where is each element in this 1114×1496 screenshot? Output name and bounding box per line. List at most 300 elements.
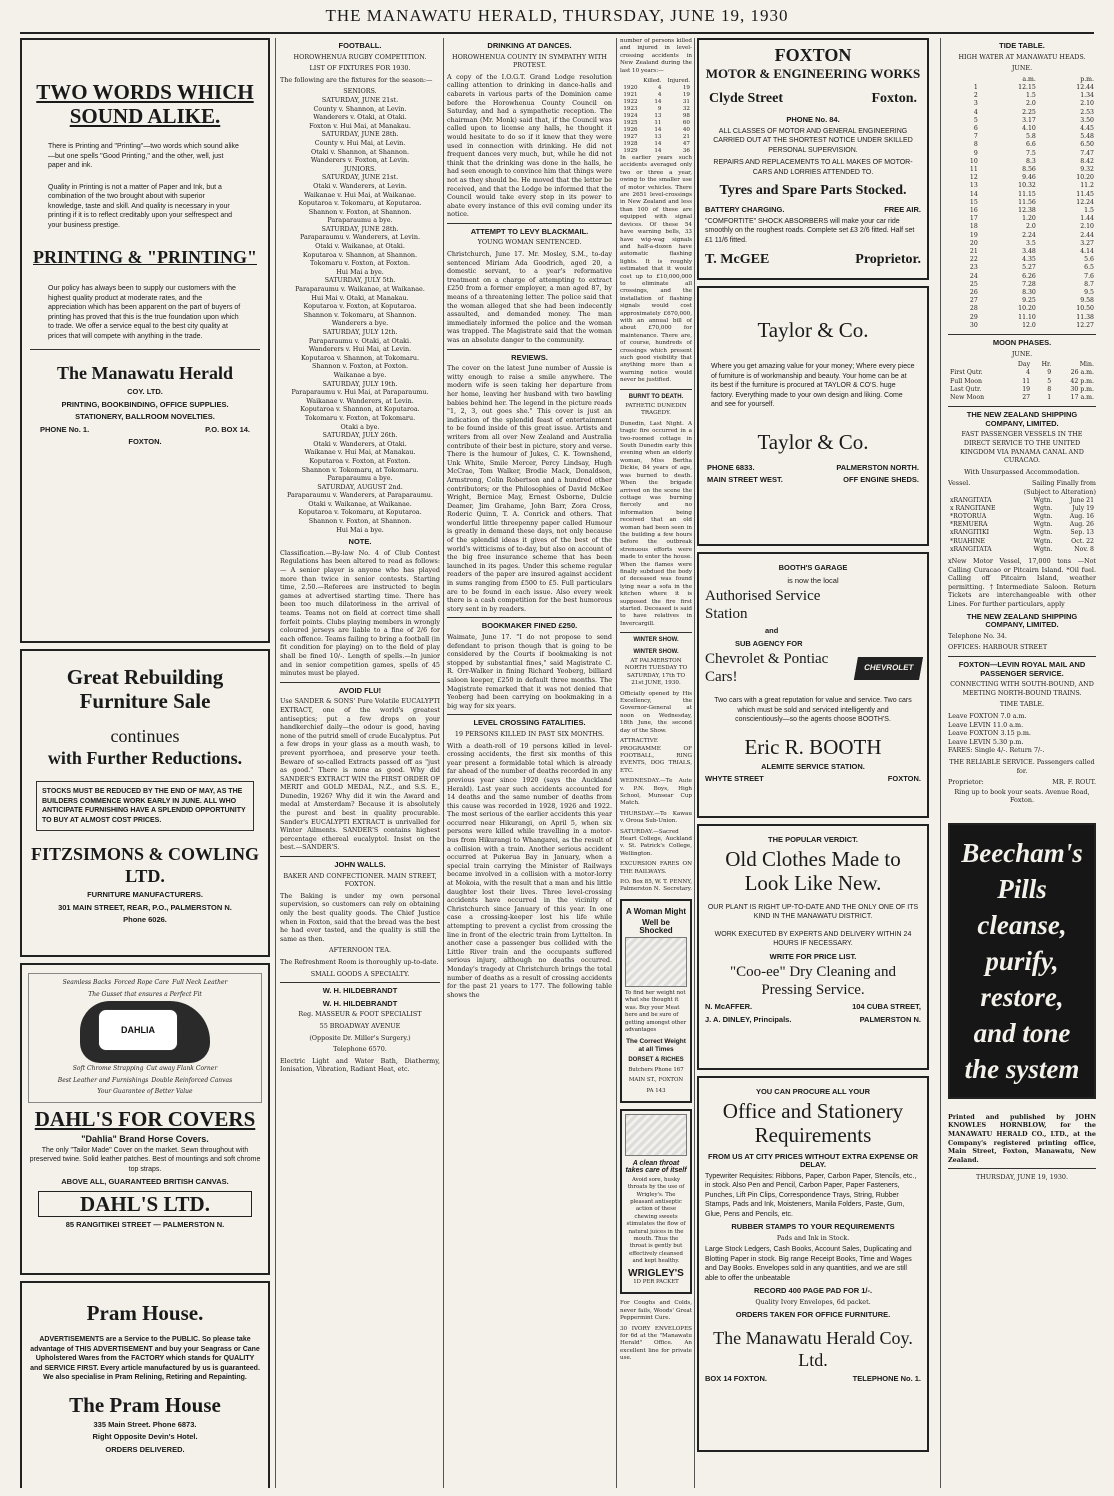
printing-heading: PRINTING & "PRINTING" <box>33 247 257 267</box>
printing-advert <box>20 38 270 643</box>
office-title: Office and Stationery Requirements <box>722 1098 904 1147</box>
table-cell: 32 <box>682 106 690 113</box>
table-cell: 1922 <box>623 99 638 106</box>
table-header <box>620 78 640 85</box>
tide-cell: 1.5 <box>1026 92 1036 100</box>
tide-cell: 6.26 <box>1022 272 1036 280</box>
motor-street: Clyde Street <box>709 91 783 106</box>
winter-town: Palmerston N. <box>620 886 661 893</box>
tide-cell: 5.48 <box>1080 133 1094 141</box>
pram-title: Pram House. <box>86 1301 204 1325</box>
tide-cell: 9 <box>973 149 978 157</box>
column-3 <box>447 38 612 1488</box>
cover-label: Forced Rope Care <box>114 979 170 987</box>
fixture-line: Shannon v. Foxton, at Shannon. <box>308 207 412 216</box>
levin-timetable-list <box>948 712 1096 746</box>
table-row <box>620 134 692 141</box>
clothes-title: Old Clothes Made to Look Like New. <box>725 846 901 895</box>
tide-cell: 6 <box>973 125 978 132</box>
booth-advert <box>697 552 929 818</box>
table-cell: 1925 <box>623 120 638 127</box>
furniture-firm: FITZSIMONS & COWLING LTD. <box>30 844 260 886</box>
cough-notice: For Coughs and Colds, never fails, Woods' Great Peppermint Cure. <box>620 1300 692 1322</box>
furniture-continues: continues <box>110 726 180 746</box>
table-row <box>620 113 692 120</box>
shipping-cell: x RANGITANE <box>950 504 996 512</box>
table-cell: 4 <box>657 92 662 99</box>
beechams-advert <box>948 823 1096 1099</box>
tide-cell: 11.56 <box>1018 198 1036 206</box>
tide-cell: 2.24 <box>1022 231 1036 239</box>
moon-cell: 4 <box>1026 369 1031 377</box>
tide-cell: 8 <box>973 141 978 149</box>
butcher-firm: DORSET & RICHES <box>628 1057 684 1064</box>
levin-heading: FOXTON—LEVIN ROYAL MAIL AND PASSENGER SERVICE. <box>958 659 1086 678</box>
moon-cell: Last Qutr. <box>950 385 982 393</box>
taylor-contact-row <box>707 464 919 473</box>
moon-heading: MOON PHASES. <box>992 338 1052 348</box>
shipping-cell: Wgtn. <box>1033 529 1053 537</box>
booth-line-2: is now the local <box>787 575 839 585</box>
tide-cell: 2.25 <box>1022 108 1036 116</box>
butcher-code: PA 143 <box>646 1087 666 1094</box>
office-rubber-stamps: RUBBER STAMPS TO YOUR REQUIREMENTS <box>731 1222 895 1232</box>
tide-cell: 6.5 <box>1084 264 1094 272</box>
levin-timetable: TIME TABLE. <box>999 700 1045 709</box>
column-divider <box>616 38 617 1488</box>
levin-reliable: THE RELIABLE SERVICE. Passengers called for. <box>949 757 1095 775</box>
butcher-line-2: Well be Shocked <box>639 918 673 935</box>
fixture-line: SATURDAY, JULY 12th. <box>322 328 398 336</box>
tide-cell: 10.20 <box>1076 174 1094 182</box>
column-2 <box>280 38 440 1488</box>
tide-row <box>948 289 1096 297</box>
walls-heading: JOHN WALLS. <box>334 860 386 870</box>
burnt-body: Dunedin, Last Night. A tragic fire occurred in a two-roomed cottage in South Dunedin early this evening when an elderly woman, Miss Bertha Dickie, 84 years of age, was burned to death. When the brigade arrived on the scene the cottage was burning fiercely and no information being received that an old woman had been seen in the building a few hours before the outbreak strenuous efforts were made to enter the house. When the flames were finally subdued the body of deceased was found lying near a sofa in the kitchen where it is supposed the fire first started. Deceased is said to have relatives in Invercargill. <box>620 420 692 627</box>
horse-cover-illustration <box>28 973 262 1103</box>
taylor-title: Taylor & Co. <box>757 318 869 342</box>
football-heading: FOOTBALL. <box>338 41 382 50</box>
clothes-principal-1: N. McAFFER. <box>705 1002 753 1012</box>
motor-address-row <box>709 88 917 110</box>
tide-cell: 1.34 <box>1080 92 1094 100</box>
tide-cell: 11.38 <box>1076 313 1094 321</box>
shipping-header: Vessel. <box>948 479 971 488</box>
tide-row <box>948 125 1096 133</box>
cover-label: Best Leather and Furnishings <box>57 1076 149 1084</box>
printing-para-2: Quality in Printing is not a matter of Paper and Ink, but a combination of the two brought about with superior knowledge, taste and skill. And quality is necessary in your printing if it is to reflect creditably upon your selfrespect and your business prestige. <box>48 183 233 229</box>
tide-cell: 3.5 <box>1026 239 1036 247</box>
column-5 <box>697 38 929 1488</box>
shipping-row <box>948 497 1096 505</box>
shipping-cell: Wgtn. <box>1033 496 1053 504</box>
clothes-principal-row-2 <box>705 1016 921 1025</box>
office-quality: Quality Ivory Envelopes, 6d packet. <box>755 1298 871 1307</box>
booth-station: ALEMITE SERVICE STATION. <box>761 761 865 771</box>
moon-row <box>948 394 1096 402</box>
fixture-line: County v. Shannon, at Levin. <box>313 104 407 113</box>
fixture-line: SATURDAY, AUGUST 2nd. <box>317 482 403 491</box>
walls-body: The Baking is under my own personal supervision, so customers can rely on obtaining only the best quality goods. The Chief Justice when in Foxton, said that the bread was the best he had ever tasted, and the quality is still the same as then. <box>280 891 440 943</box>
winter-heading: WINTER SHOW. <box>633 637 679 644</box>
motor-line-1: FOXTON <box>774 45 852 65</box>
tide-cell: 15 <box>969 198 978 206</box>
tide-table <box>948 76 1096 330</box>
shipping-cell: Wgtn. <box>1033 521 1053 529</box>
tide-cell: 12.24 <box>1076 198 1094 206</box>
fixture-line: Koputaroa v. Tokomaru, at Koputaroa. <box>298 199 422 208</box>
tide-cell: 11.10 <box>1018 313 1036 321</box>
shipping-cell: *ROTORUA <box>950 513 987 521</box>
cover-label: The Gusset that ensures a Perfect Fit <box>88 990 202 998</box>
pram-body: ADVERTISEMENTS are a Service to the PUBLIC. So please take advantage of THIS ADVERTISEMENT and buy your Seagrass or Cane Upholstered Wares from the FACTORY which stands for QUALITY and SERVICE FIRST. Every article manufactured by us is guaranteed. We also specialise in Pram Relining, Retiring and Repainting. <box>30 1336 260 1381</box>
tide-cell: 3 <box>973 100 978 108</box>
beechams-line: and tone <box>973 1017 1071 1048</box>
shipping-header: Sailing Finally from (Subject to Alteration) <box>1023 479 1096 497</box>
table-cell: 4 <box>657 85 662 92</box>
cover-label: Soft Chrome Strapping <box>72 1065 144 1073</box>
shipping-cell: xRANGITIKI <box>950 529 990 537</box>
moon-cell: First Qutr. <box>950 369 983 377</box>
furniture-body: STOCKS MUST BE REDUCED BY THE END OF MAY, AS THE BUILDERS COMMENCE WORK EARLY IN JUNE. ALL WHO ANTICIPATE FURNISHING HAVE A SPLENDID OPPORTUNITY TO BUY AT ALMOST COST PRICES. <box>36 781 254 831</box>
motor-air: FREE AIR. <box>884 205 921 215</box>
tide-cell: 17 <box>969 215 978 223</box>
tide-cell: 22 <box>969 256 978 264</box>
furniture-reductions: with Further Reductions. <box>47 748 243 768</box>
taylor-body: Where you get amazing value for your money; Where every piece of furniture is of workmanship and beauty. Your home can be at its best if the furniture is procured at TAYLOR & CO'S. huge factory. Everything made to your own design and liking. Come and see for yourself. <box>711 363 915 408</box>
beechams-line: restore, <box>980 981 1064 1012</box>
shipping-notes: xNew Motor Vessel, 17,000 tons —Not Calling Curacao or Pitcairn Island. *Oil fuel. Calling off Pitcairn Island, weather permitting. †Intermediate Saloon. Return Tickets are interchangeable with other Lines. For further particulars, apply <box>948 557 1096 609</box>
wrigleys-body: Avoid sore, husky throats by the use of Wrigley's. The pleasant antiseptic action of these chewing sweets stimulates the flow of natural juices in the mouth. Thus the throat is gently but effectively cleansed and kept healthy. <box>626 1176 686 1265</box>
tide-row <box>948 158 1096 166</box>
tide-cell: 1.44 <box>1080 215 1094 223</box>
tide-row <box>948 215 1096 223</box>
levin-proprietor-name: MR. F. ROUT. <box>1052 778 1096 787</box>
moon-cell: 30 p.m. <box>1070 385 1094 393</box>
fixture-line: Otaki v. Wanderers, at Otaki. <box>313 439 407 448</box>
shipping-office: OFFICES: HARBOUR STREET <box>948 643 1048 652</box>
fixtures-intro: The following are the fixtures for the season:— <box>280 75 433 84</box>
tide-cell: 2 <box>973 92 978 100</box>
imprint: Printed and published by JOHN KNOWLES HORNBLOW, for the MANAWATU HERALD CO., LTD., at the Company's registered printing office, Main Street, Foxton, Manawatu, New Zealand. <box>948 1112 1096 1164</box>
printing-para-1: There is Printing and "Printing"—two words which sound alike—but one spells "Good Printing," and the other, well, just paper and ink. <box>48 143 239 169</box>
pram-address-2: Right Opposite Devin's Hotel. <box>92 1432 198 1442</box>
tide-cell: 10.20 <box>1018 305 1036 313</box>
fixture-line: SATURDAY, JULY 26th. <box>322 431 398 440</box>
fixture-line: Waikanae a bye. <box>333 370 387 379</box>
note-heading: NOTE. <box>348 537 372 547</box>
dancing-subheading: HOROWHENUA COUNTY IN SYMPATHY WITH PROTEST. <box>452 52 607 70</box>
tide-row <box>948 322 1096 330</box>
beechams-line: cleanse, <box>977 909 1067 940</box>
tide-subheading: HIGH WATER AT MANAWATU HEADS. <box>958 52 1086 61</box>
motor-repairs: REPAIRS AND REPLACEMENTS TO ALL MAKES OF MOTOR-CARS AND LORRIES ATTENDED TO. <box>713 159 913 176</box>
tide-cell: 6.50 <box>1080 141 1094 149</box>
moon-cell: New Moon <box>950 394 985 402</box>
table-cell: 1921 <box>623 92 638 99</box>
fixture-line: Otaki v. Waikanae, at Otaki. <box>315 242 405 251</box>
masthead-rule <box>20 32 1094 34</box>
walls-tea-heading: AFTERNOON TEA. <box>328 946 392 955</box>
fixture-line: Koputaroa v. Foxton, at Koputaroa. <box>303 302 417 311</box>
fixture-line: Shannon v. Tokomaru, at Shannon. <box>303 310 417 319</box>
dahl-address: 85 RANGITIKEI STREET — PALMERSTON N. <box>65 1219 225 1229</box>
tide-cell: 12.27 <box>1076 321 1094 329</box>
tide-row <box>948 166 1096 174</box>
column-4 <box>620 38 692 1488</box>
office-line-1: YOU CAN PROCURE ALL YOUR <box>755 1087 871 1096</box>
tide-cell: 27 <box>969 297 978 305</box>
tide-cell: 3.27 <box>1080 239 1094 247</box>
tide-cell: 2.44 <box>1080 231 1094 239</box>
tide-row <box>948 84 1096 92</box>
office-stationery-advert <box>697 1076 929 1452</box>
office-from: FROM US AT CITY PRICES WITHOUT EXTRA EXPENSE OR DELAY. <box>707 1151 918 1170</box>
tide-cell: 2.10 <box>1080 223 1094 231</box>
fixture-line: Otaki a bye. <box>340 422 380 431</box>
fixture-line: Paraparaumu v. Waikanae, at Waikanae. <box>295 285 425 294</box>
moon-header-row <box>948 361 1096 369</box>
cover-label: Your Guarantee of Better Value <box>97 1088 193 1096</box>
herald-coy: COY. LTD. <box>127 387 163 396</box>
winter-saturday: SATURDAY.—Sacred Heart College, Auckland v. St. Patrick's College, Wellington. <box>620 828 692 857</box>
two-words-title: TWO WORDS WHICH SOUND ALIKE. <box>36 80 254 128</box>
tide-cell: 30 <box>969 321 978 329</box>
tide-cell: 7.47 <box>1080 149 1094 157</box>
tide-header: p.m. <box>1080 75 1094 83</box>
woman-on-scale-icon <box>625 937 687 987</box>
motor-town: Foxton. <box>871 91 917 106</box>
herald-line-2: STATIONERY, BALLROOM NOVELTIES. <box>75 412 215 422</box>
table-cell: 14 <box>654 141 662 148</box>
flu-heading: AVOID FLU! <box>338 685 382 695</box>
walls-subheading: BAKER AND CONFECTIONER. MAIN STREET, FOXTON. <box>283 871 437 889</box>
wrigleys-heading: A clean throat takes care of itself <box>625 1159 687 1175</box>
fixture-line: Tokomaru v. Foxton, at Tokomaru. <box>304 413 416 422</box>
tide-cell: 13 <box>969 182 978 190</box>
herald-contact-row <box>30 426 260 435</box>
levin-proprietor-row <box>948 778 1096 787</box>
tide-cell: 1.20 <box>1022 215 1036 223</box>
winter-heading-2: WINTER SHOW. <box>633 648 679 655</box>
tide-cell: 19 <box>969 231 978 239</box>
office-contact-row <box>705 1375 921 1384</box>
column-divider <box>275 38 276 1488</box>
crossing-subheading: 19 PERSONS KILLED IN PAST SIX MONTHS. <box>454 729 605 738</box>
beechams-line: Beecham's <box>961 837 1083 868</box>
motor-proprietor-name: T. McGEE <box>705 252 770 268</box>
hildebrandt-line-5: (Opposite Dr. Miller's Surgery.) <box>309 1033 411 1042</box>
tide-cell: 9.46 <box>1022 174 1036 182</box>
shipping-cell: xRANGITATA <box>950 545 992 553</box>
fixture-line: Koputaroa v. Shannon, at Tokomaru. <box>300 353 420 362</box>
table-cell: 1926 <box>623 127 638 134</box>
hildebrandt-line-7: Electric Light and Water Bath, Diathermy, Ionisation, Vibration, Radiant Heat, etc. <box>280 1056 440 1074</box>
reviews-heading: REVIEWS. <box>511 352 548 362</box>
tide-cell: 7 <box>973 133 978 141</box>
herald-phone: PHONE No. 1. <box>40 424 90 434</box>
pram-address-1: 335 Main Street. Phone 6873. <box>93 1419 197 1429</box>
tide-row <box>948 240 1096 248</box>
hildebrandt-line-2: W. H. HILDEBRANDT <box>322 998 398 1008</box>
table-cell: 9 <box>657 106 662 113</box>
tide-header-row <box>948 76 1096 84</box>
shipping-row <box>948 546 1096 554</box>
tide-cell: 12.15 <box>1018 83 1036 91</box>
motor-battery: BATTERY CHARGING. <box>705 205 785 215</box>
fixture-line: Paraparaumu v. Hui Mai, at Paraparaumu. <box>291 388 429 397</box>
table-header: Killed. <box>643 78 662 85</box>
fixture-line: JUNIORS. <box>343 164 377 173</box>
fixture-line: SENIORS. <box>343 87 377 96</box>
tide-cell: 28 <box>969 305 978 313</box>
clothes-verdict: THE POPULAR VERDICT. <box>767 835 858 844</box>
shipping-cell: Sep. 13 <box>1070 529 1094 537</box>
shipping-heading: THE NEW ZEALAND SHIPPING COMPANY, LIMITED. <box>966 410 1078 428</box>
fixture-line: Waikanae v. Wanderers, at Levin. <box>306 396 414 405</box>
table-row <box>620 148 692 155</box>
moon-cell: 19 <box>1022 385 1031 393</box>
booth-body: Two cars with a great reputation for value and service. Two cars which must be sold and serviced intelligently and conscientiously—so the agents choose BOOTH'S. <box>714 697 912 724</box>
table-cell: 13 <box>654 113 662 120</box>
fixture-line: Paraparaumu v. Otaki, at Otaki. <box>308 336 412 345</box>
tide-cell: 4.10 <box>1022 125 1036 132</box>
table-cell: 36 <box>682 148 690 155</box>
clothes-work: WORK EXECUTED BY EXPERTS AND DELIVERY WITHIN 24 HOURS IF NECESSARY. <box>714 930 912 948</box>
fixture-line: SATURDAY, JULY 5th. <box>324 276 396 285</box>
office-body-2: Large Stock Ledgers, Cash Books, Account Sales, Duplicating and Blotting Paper in stock. Big range Receipt Books, Time and Wages and Day Books. Envelopes sold in any quantities, and we are still able to offer the unbeatable <box>705 1246 912 1282</box>
moon-cell: 9 <box>1047 369 1052 377</box>
fixture-line: Foxton v. Hui Mai, at Manakau. <box>309 121 411 130</box>
rug-brand: DAHLIA <box>98 1009 178 1051</box>
table-cell: 11 <box>654 120 662 127</box>
tide-row <box>948 92 1096 100</box>
tide-cell: 8.3 <box>1026 157 1036 165</box>
beechams-line: the system <box>964 1053 1080 1084</box>
butcher-correct: The Correct Weight at all Times <box>626 1038 686 1053</box>
tide-cell: 7.5 <box>1026 149 1036 157</box>
table-cell: 40 <box>682 127 690 134</box>
furniture-firm-sub: FURNITURE MANUFACTURERS. <box>87 890 203 899</box>
furniture-advert <box>20 649 270 957</box>
tide-cell: 2.0 <box>1026 100 1036 108</box>
fixtures-title: LIST OF FIXTURES FOR 1930. <box>309 64 411 73</box>
dahl-advert <box>20 963 270 1275</box>
fixture-line: Koputaroa v. Shannon, at Shannon. <box>302 250 418 259</box>
tide-row <box>948 223 1096 231</box>
herald-town: FOXTON. <box>128 437 162 447</box>
dahl-guarantee: ABOVE ALL, GUARANTEED BRITISH CANVAS. <box>61 1177 229 1187</box>
tide-cell: 2.0 <box>1026 223 1036 231</box>
booth-line-6: Chevrolet & Pontiac Cars! <box>705 651 829 686</box>
tide-cell: 8.56 <box>1022 166 1036 174</box>
moon-cell: 27 <box>1022 394 1031 402</box>
table-row <box>620 99 692 106</box>
moon-cell: 17 a.m. <box>1070 394 1094 402</box>
hildebrandt-line-3: Reg. MASSEUR & FOOT SPECIALIST <box>298 1010 422 1019</box>
shipping-cell: June 21 <box>1070 496 1094 504</box>
table-row <box>620 85 692 92</box>
tide-cell: 18 <box>969 223 978 231</box>
tide-cell: 7.6 <box>1084 272 1094 280</box>
moon-cell: 42 p.m. <box>1070 377 1094 385</box>
wrigleys-price: 1D PER PACKET <box>633 1279 679 1285</box>
walls-tea-body: The Refreshment Room is thoroughly up-to-date. <box>280 957 439 966</box>
winter-excursion: EXCURSION FARES ON THE RAILWAYS. <box>620 861 692 875</box>
moon-cell: 26 a.m. <box>1070 369 1094 377</box>
taylor-address-row <box>707 476 919 485</box>
shipping-row <box>948 521 1096 529</box>
table-cell: 1928 <box>623 141 638 148</box>
tide-cell: 3.50 <box>1080 116 1094 124</box>
tide-cell: 12 <box>969 174 978 182</box>
table-cell: 14 <box>654 99 662 106</box>
shipping-subheading: FAST PASSENGER VESSELS IN THE DIRECT SERVICE TO THE UNITED KINGDOM VIA PANAMA CANAL AND CURACAO. <box>960 430 1084 465</box>
table-cell: 98 <box>682 113 690 120</box>
booth-name: Eric R. BOOTH <box>744 734 882 759</box>
tide-cell: 11 <box>969 166 978 174</box>
butcher-advert <box>620 899 692 1103</box>
tide-row <box>948 174 1096 182</box>
motor-line-2: MOTOR & ENGINEERING WORKS <box>705 66 921 81</box>
office-box: BOX 14 FOXTON. <box>705 1374 767 1384</box>
tide-cell: 1 <box>973 83 978 91</box>
table-header-row <box>620 78 692 85</box>
fixture-line: Otaki v. Wanderers, at Levin. <box>313 181 407 190</box>
taylor-street: MAIN STREET WEST. <box>707 475 783 485</box>
horse-cover-icon <box>80 1001 210 1063</box>
column-divider <box>940 38 941 1488</box>
table-cell: 19 <box>682 85 690 92</box>
tide-cell: 11.45 <box>1076 190 1094 198</box>
tide-cell: 1.5 <box>1084 207 1094 215</box>
table-cell: 13 <box>654 134 662 141</box>
moon-header <box>948 361 1007 369</box>
dry-cleaning-advert <box>697 824 929 1070</box>
dahl-title: DAHL'S FOR COVERS <box>34 1107 256 1131</box>
note-body: Classification.—By-law No. 4 of Club Contest Regulations has been altered to read as follows:— A senior player is anyone who has played more than twice in senior contests. Starting time, 2.50.—Referees are instructed to begin games at advertised starting time. There has been too much dilatoriness in the arrival of teams. Teams not on field at correct time shall forfeit points. Clubs playing members in wrongly coloured jerseys are liable to a fine of 2/6 for each offence. Teams failing to bring a football (in fit condition for playing) on to the field of play shall be fined 10/-. Length of spells.—In junior and in senior competition games, spells of 45 minutes must be played. <box>280 548 440 678</box>
table-cell: 60 <box>682 120 690 127</box>
fixture-line: Paraparaumu v. Wanderers, at Levin. <box>300 233 420 242</box>
tide-cell: 4.45 <box>1080 125 1094 132</box>
shipping-row <box>948 538 1096 546</box>
tide-cell: 21 <box>969 248 978 256</box>
table-cell: 1923 <box>623 106 638 113</box>
shipping-table <box>948 497 1096 554</box>
tide-row <box>948 264 1096 272</box>
dahl-body: The only "Tailor Made" Cover on the market. Sewn throughout with preserved twine. Solid leather patches. Best of mountings and soft chrome top straps. <box>29 1146 261 1173</box>
fixture-line: Hui Mai v. Otaki, at Manakau. <box>311 293 409 302</box>
crossing-table <box>620 78 692 155</box>
shipping-cell: Aug. 26 <box>1069 521 1094 529</box>
chevrolet-badge-icon: CHEVROLET <box>854 657 923 680</box>
motor-shock: "COMFORTITE" SHOCK ABSORBERS will make your car ride smoothly on the roughest roads. Complete set £3 2/6 fitted. Half set £1 11/6 fitted. <box>705 217 915 244</box>
pram-advert <box>20 1281 270 1488</box>
table-cell: 1920 <box>623 85 638 92</box>
hildebrandt-line-1: W. H. HILDEBRANDT <box>322 986 398 996</box>
tide-cell: 5.6 <box>1084 256 1094 264</box>
table-cell: 1924 <box>623 113 638 120</box>
winter-wednesday: WEDNESDAY.—Te Aute v. P.N. Boys, High School, Munsear Cup Match. <box>620 778 692 807</box>
wrigleys-brand: WRIGLEY'S <box>628 1267 684 1279</box>
butcher-phone: Butchers Phone 167 <box>628 1066 684 1073</box>
levin-departure: Leave LEVIN 5.30 p.m. <box>948 737 1024 746</box>
fixture-line: Koputaroa v. Foxton, at Foxton. <box>309 456 411 465</box>
tide-cell: 26 <box>969 289 978 297</box>
winter-pobox: P.O. Box 85, <box>620 879 654 885</box>
tide-cell: 2.53 <box>1080 108 1094 116</box>
burnt-subheading: PATHETIC DUNEDIN TRAGEDY. <box>625 403 687 417</box>
